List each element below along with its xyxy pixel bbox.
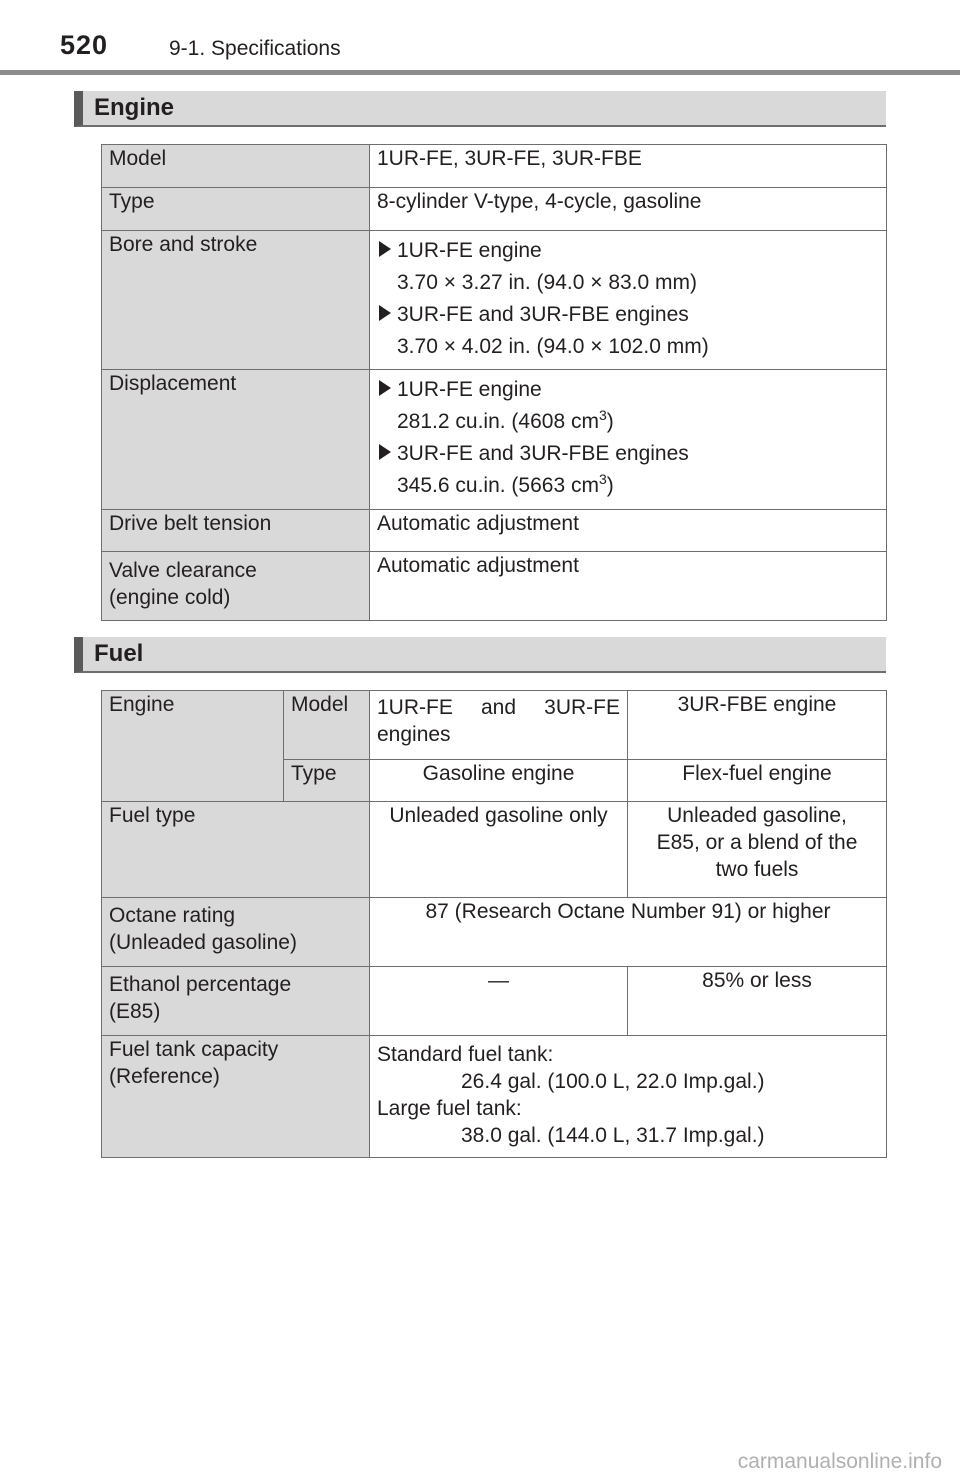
engine-label: Engine xyxy=(102,691,284,802)
fuel-spec-table xyxy=(101,690,887,1158)
ethanol-label: Ethanol percentage (E85) xyxy=(102,967,370,1036)
table-row xyxy=(102,552,887,621)
bore-stroke-value xyxy=(370,231,887,370)
table-row xyxy=(102,1036,887,1158)
tank-large-label: Large fuel tank: xyxy=(377,1097,522,1120)
header-divider xyxy=(0,70,960,75)
model-value: 1UR-FE, 3UR-FE, 3UR-FBE xyxy=(370,145,887,188)
table-row xyxy=(102,802,887,898)
engine-section-title: Engine xyxy=(94,94,175,121)
table-row xyxy=(102,370,887,510)
valve-clearance-label: Valve clearance (engine cold) xyxy=(102,552,370,621)
disp-item1-value: 281.2 cu.in. (4608 $cm^3$) xyxy=(397,407,614,433)
tank-large-value: 38.0 gal. (144.0 L, 31.7 Imp.gal.) xyxy=(461,1124,765,1147)
type-col1: Gasoline engine xyxy=(370,760,628,802)
octane-value: 87 (Research Octane Number 91) or higher xyxy=(370,898,887,967)
model-label: Model xyxy=(102,145,370,188)
bore-item1-value: 3.70 × 3.27 in. (94.0 × 83.0 mm) xyxy=(397,271,698,294)
drive-belt-label: Drive belt tension xyxy=(102,510,370,552)
disp-item2-value: 345.6 cu.in. (5663 $cm^3$) xyxy=(397,471,614,497)
table-row xyxy=(102,510,887,552)
watermark-text: carmanualsonline.info xyxy=(737,1450,942,1473)
valve-clearance-value: Automatic adjustment xyxy=(370,552,887,621)
fuel-type-col1: Unleaded gasoline only xyxy=(370,802,628,898)
displacement-value xyxy=(370,370,887,510)
bore-item2-value: 3.70 × 4.02 in. (94.0 × 102.0 mm) xyxy=(397,335,709,358)
tank-std-value: 26.4 gal. (100.0 L, 22.0 Imp.gal.) xyxy=(461,1070,765,1093)
fuel-section-title: Fuel xyxy=(94,640,144,667)
fuel-section-bar xyxy=(74,637,886,673)
type-label: Type xyxy=(102,188,370,231)
octane-label: Octane rating (Unleaded gasoline) xyxy=(102,898,370,967)
fuel-type-label: Fuel type xyxy=(102,802,370,898)
bore-item2-title: 3UR-FE and 3UR-FBE engines xyxy=(377,299,879,331)
page-number: 520 xyxy=(60,30,109,60)
bore-item1-title: 1UR-FE engine xyxy=(377,235,879,267)
table-row xyxy=(102,145,887,188)
page-header xyxy=(0,0,960,76)
bore-stroke-label: Bore and stroke xyxy=(102,231,370,370)
model-label: Model xyxy=(284,691,370,760)
fuel-type-col2: Unleaded gasoline, E85, or a blend of the two fuels xyxy=(628,802,887,898)
type-col2: Flex-fuel engine xyxy=(628,760,887,802)
drive-belt-value: Automatic adjustment xyxy=(370,510,887,552)
disp-item1-title: 1UR-FE engine xyxy=(377,374,879,406)
model-col2: 3UR-FBE engine xyxy=(628,691,887,760)
table-row xyxy=(102,898,887,967)
table-row xyxy=(102,967,887,1036)
ethanol-col2: 85% or less xyxy=(628,967,887,1036)
tank-std-label: Standard fuel tank: xyxy=(377,1043,554,1066)
table-row xyxy=(102,691,887,760)
section-heading: 9-1. Specifications xyxy=(169,37,341,60)
model-col1: 1UR-FE and 3UR-FE engines xyxy=(370,691,628,760)
engine-spec-table xyxy=(101,144,887,621)
type-value: 8-cylinder V-type, 4-cycle, gasoline xyxy=(370,188,887,231)
ethanol-col1: — xyxy=(370,967,628,1036)
disp-item2-title: 3UR-FE and 3UR-FBE engines xyxy=(377,438,879,470)
table-row xyxy=(102,231,887,370)
displacement-label: Displacement xyxy=(102,370,370,510)
type-label: Type xyxy=(284,760,370,802)
tank-capacity-label: Fuel tank capacity (Reference) xyxy=(102,1036,370,1158)
tank-capacity-value xyxy=(370,1036,887,1158)
engine-section-bar xyxy=(74,91,886,127)
table-row xyxy=(102,188,887,231)
